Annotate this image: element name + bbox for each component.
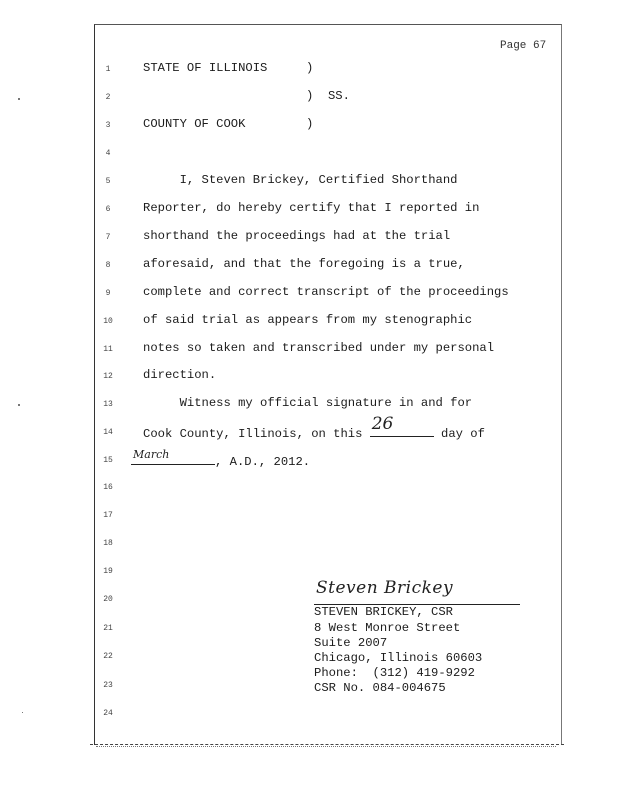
line-number: 2 (105, 93, 111, 102)
bottom-rule-secondary (96, 746, 556, 747)
reporter-address-1: 8 West Monroe Street (314, 621, 461, 635)
line-number: 1 (105, 65, 111, 74)
bottom-rule (90, 744, 564, 745)
reporter-signature (312, 576, 522, 606)
certificate-line-15 (131, 448, 311, 469)
scan-speck (18, 404, 20, 406)
line-number: 19 (103, 567, 113, 576)
line-number: 14 (103, 428, 113, 437)
handwritten-day: 26 (371, 414, 394, 434)
line-number: 24 (103, 709, 113, 718)
line-number: 22 (103, 652, 113, 661)
line-number: 17 (103, 511, 113, 520)
certificate-line-11: notes so taken and transcribed under my personal (143, 341, 495, 355)
line-14-suffix: day of (433, 427, 485, 441)
certificate-line-9: complete and correct transcript of the proceedings (143, 285, 509, 299)
page-number: Page 67 (500, 40, 547, 52)
reporter-city: Chicago, Illinois 60603 (314, 651, 483, 665)
certificate-line-10: of said trial as appears from my stenographic (143, 313, 473, 327)
line-number: 20 (103, 595, 113, 604)
line-number: 15 (103, 456, 113, 465)
reporter-csr: CSR No. 084-004675 (314, 681, 446, 695)
month-blank (131, 448, 215, 465)
line-number: 3 (105, 121, 111, 130)
certificate-line-14 (143, 414, 485, 441)
certificate-line-7: shorthand the proceedings had at the trial (143, 229, 451, 243)
caption-ss: ) SS. (306, 89, 350, 103)
reporter-address-2: Suite 2007 (314, 636, 388, 650)
line-14-prefix: Cook County, Illinois, on this (143, 427, 370, 441)
line-number: 4 (105, 149, 111, 158)
certificate-line-8: aforesaid, and that the foregoing is a true, (143, 257, 465, 271)
line-number: 7 (105, 233, 111, 242)
line-number: 10 (103, 317, 113, 326)
line-number: 11 (103, 345, 113, 354)
day-blank (370, 414, 434, 437)
reporter-phone: Phone: (312) 419-9292 (314, 666, 475, 680)
certificate-line-6: Reporter, do hereby certify that I reported in (143, 201, 480, 215)
scan-speck (22, 712, 23, 713)
signature-script: Steven Brickey (316, 578, 454, 598)
certificate-line-12: direction. (143, 368, 217, 382)
line-number: 6 (105, 205, 111, 214)
certificate-line-5: I, Steven Brickey, Certified Shorthand (143, 173, 458, 187)
scan-speck (18, 98, 20, 100)
caption-paren-3: ) (306, 117, 314, 131)
handwritten-month: March (133, 448, 170, 461)
caption-paren-1: ) (306, 61, 314, 75)
line-number: 21 (103, 624, 113, 633)
certificate-line-13: Witness my official signature in and for (143, 396, 473, 410)
line-number: 13 (103, 400, 113, 409)
line-number: 5 (105, 177, 111, 186)
caption-county: COUNTY OF COOK (143, 117, 246, 131)
line-number: 9 (105, 289, 111, 298)
line-number: 18 (103, 539, 113, 548)
line-number: 16 (103, 483, 113, 492)
reporter-name: STEVEN BRICKEY, CSR (314, 605, 453, 619)
caption-state: STATE OF ILLINOIS (143, 61, 268, 75)
line-number: 12 (103, 372, 113, 381)
line-number: 23 (103, 681, 113, 690)
line-15-suffix: , A.D., 2012. (215, 455, 311, 469)
line-number: 8 (105, 261, 111, 270)
